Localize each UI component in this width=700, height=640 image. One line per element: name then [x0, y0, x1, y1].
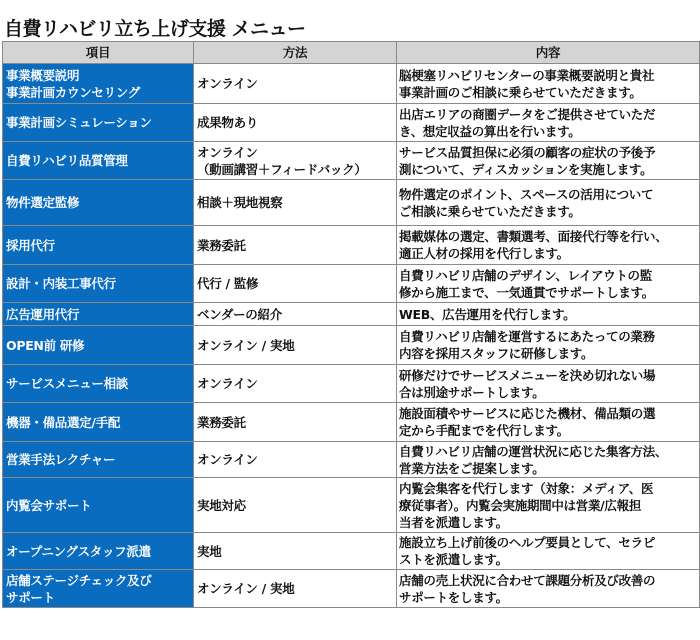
method-text-line: オンライン	[197, 452, 258, 467]
item-text-line: 設計・内装工事代行	[6, 276, 116, 291]
cell-content	[397, 142, 700, 180]
content-text-line: 店舗の売上状況に合わせて課題分析及び改善の	[399, 572, 656, 588]
cell-method	[194, 442, 397, 478]
cell-item	[3, 365, 194, 403]
cell-method	[194, 180, 397, 226]
table-row	[3, 303, 700, 326]
content-text-line: 掲載媒体の選定、書類選考、面接代行等を行い、	[399, 229, 668, 244]
method-text-line: オンライン / 実地	[197, 581, 295, 596]
content-text-line: ストを派遣します。	[399, 552, 508, 567]
cell-content	[397, 442, 700, 478]
item-text-line: 営業手法レクチャー	[6, 452, 116, 467]
cell-method	[194, 478, 397, 533]
item-text-line: 自費リハビリ品質管理	[6, 153, 128, 168]
method-text-line: オンライン	[197, 76, 258, 91]
cell-content	[397, 303, 700, 326]
content-text-line: 施設立ち上げ前後のヘルプ要員として、セラピ	[399, 535, 655, 550]
cell-method	[194, 104, 397, 142]
cell-item	[3, 403, 194, 442]
content-text-line: 修から施工まで、一気通貫でサポートします。	[399, 284, 654, 300]
content-text-line: 内覧会集客を代行します（対象：メディア、医	[399, 480, 654, 496]
cell-method	[194, 533, 397, 570]
table-row	[3, 104, 700, 142]
table-row	[3, 180, 700, 226]
item-text-line: 店舗ステージチェック及び	[6, 572, 152, 588]
content-text-line: 当者を派遣します。	[399, 514, 508, 530]
cell-content	[397, 104, 700, 142]
header-method: 方法	[194, 42, 397, 64]
content-text-line: 合は別途サポートします。	[399, 384, 545, 400]
table-row	[3, 403, 700, 442]
cell-content	[397, 326, 700, 365]
item-text-line: 広告運用代行	[6, 306, 80, 322]
content-text-line: 定から手配までを代行します。	[399, 423, 569, 438]
content-text-line: 自費リハビリ店舗を運営するにあたっての業務	[399, 329, 655, 344]
table-row	[3, 326, 700, 365]
table-row	[3, 442, 700, 478]
table-row	[3, 533, 700, 570]
cell-method	[194, 326, 397, 365]
method-text-line: 実地対応	[197, 497, 246, 513]
table-row	[3, 478, 700, 533]
cell-method	[194, 64, 397, 104]
cell-item	[3, 533, 194, 570]
content-text-line: 療従事者）。内覧会実施期間中は営業/広報担	[399, 497, 642, 513]
cell-content	[397, 478, 700, 533]
item-text-line: 物件選定監修	[6, 195, 80, 210]
page-title: 自費リハビリ立ち上げ支援 メニュー	[4, 18, 306, 40]
item-text-line: サポート	[6, 589, 55, 605]
method-text-line: 相談＋現地視察	[197, 195, 283, 210]
cell-item	[3, 142, 194, 180]
cell-method	[194, 570, 397, 608]
table-row	[3, 226, 700, 265]
item-text-line: 事業計画カウンセリング	[6, 84, 140, 100]
cell-content	[397, 265, 700, 303]
cell-item	[3, 326, 194, 365]
content-text-line: ご相談に乗らせていただきます。	[399, 203, 581, 219]
method-text-line: 代行 / 監修	[197, 276, 259, 291]
method-text-line: オンライン	[197, 144, 258, 160]
cell-method	[194, 265, 397, 303]
item-text-line: サービスメニュー相談	[6, 376, 129, 391]
item-text-line: 事業計画シミュレーション	[6, 115, 152, 130]
content-text-line: 施設面積やサービスに応じた機材、備品類の選	[399, 406, 656, 421]
method-text-line: オンライン / 実地	[197, 337, 295, 353]
table-row	[3, 265, 700, 303]
method-text-line: 業務委託	[197, 237, 246, 253]
content-text-line: 自費リハビリ店舗のデザイン、レイアウトの監	[399, 267, 652, 283]
cell-item	[3, 104, 194, 142]
content-text-line: 脳梗塞リハビリセンターの事業概要説明と貴社	[399, 67, 655, 83]
table-row	[3, 64, 700, 104]
cell-content	[397, 533, 700, 570]
content-text-line: 内容を採用スタッフに研修します。	[399, 346, 594, 361]
cell-content	[397, 403, 700, 442]
method-text-line: （動画講習＋フィードバック）	[197, 161, 367, 177]
cell-method	[194, 365, 397, 403]
content-text-line: 事業計画のご相談に乗らせていただきます。	[399, 84, 642, 100]
cell-method	[194, 303, 397, 326]
content-text-line: サポートをします。	[399, 589, 508, 605]
table-row	[3, 142, 700, 180]
cell-content	[397, 64, 700, 104]
content-text-line: サービス品質担保に必須の顧客の症状の予後予	[399, 144, 656, 160]
method-text-line: 実地	[197, 543, 222, 559]
cell-content	[397, 570, 700, 608]
method-text-line: 業務委託	[197, 414, 246, 430]
content-text-line: 営業方法をご提案します。	[399, 460, 545, 476]
header-content: 内容	[397, 42, 700, 64]
item-text-line: OPEN前 研修	[6, 337, 85, 353]
table-row	[3, 570, 700, 608]
item-text-line: 内覧会サポート	[6, 497, 92, 513]
item-text-line: オープニングスタッフ派遣	[6, 543, 151, 559]
cell-item	[3, 442, 194, 478]
support-menu-table	[2, 41, 700, 608]
method-text-line: オンライン	[197, 376, 258, 391]
cell-item	[3, 478, 194, 533]
method-text-line: 成果物あり	[197, 115, 259, 130]
content-text-line: WEB、広告運用を代行します。	[399, 306, 576, 322]
item-text-line: 採用代行	[6, 237, 55, 253]
content-text-line: 適正人材の採用を代行します。	[399, 246, 569, 261]
table-header-row	[3, 42, 700, 64]
content-text-line: き、想定収益の算出を行います。	[399, 123, 581, 139]
cell-item	[3, 303, 194, 326]
cell-method	[194, 142, 397, 180]
cell-item	[3, 64, 194, 104]
cell-item	[3, 265, 194, 303]
cell-content	[397, 226, 700, 265]
content-text-line: 研修だけでサービスメニューを決め切れない場	[399, 367, 656, 383]
cell-method	[194, 403, 397, 442]
item-text-line: 機器・備品選定/手配	[6, 414, 121, 430]
header-item: 項目	[3, 42, 194, 64]
method-text-line: ベンダーの紹介	[197, 306, 282, 322]
content-text-line: 自費リハビリ店舗の運営状況に応じた集客方法、	[399, 443, 668, 459]
content-text-line: 出店エリアの商圏データをご提供させていただ	[399, 106, 656, 122]
table-row	[3, 365, 700, 403]
cell-method	[194, 226, 397, 265]
content-text-line: 物件選定のポイント、スペースの活用について	[399, 186, 654, 202]
cell-item	[3, 180, 194, 226]
cell-content	[397, 180, 700, 226]
content-text-line: 測について、ディスカッションを実施します。	[399, 161, 653, 177]
cell-content	[397, 365, 700, 403]
cell-item	[3, 226, 194, 265]
cell-item	[3, 570, 194, 608]
item-text-line: 事業概要説明	[6, 67, 80, 83]
